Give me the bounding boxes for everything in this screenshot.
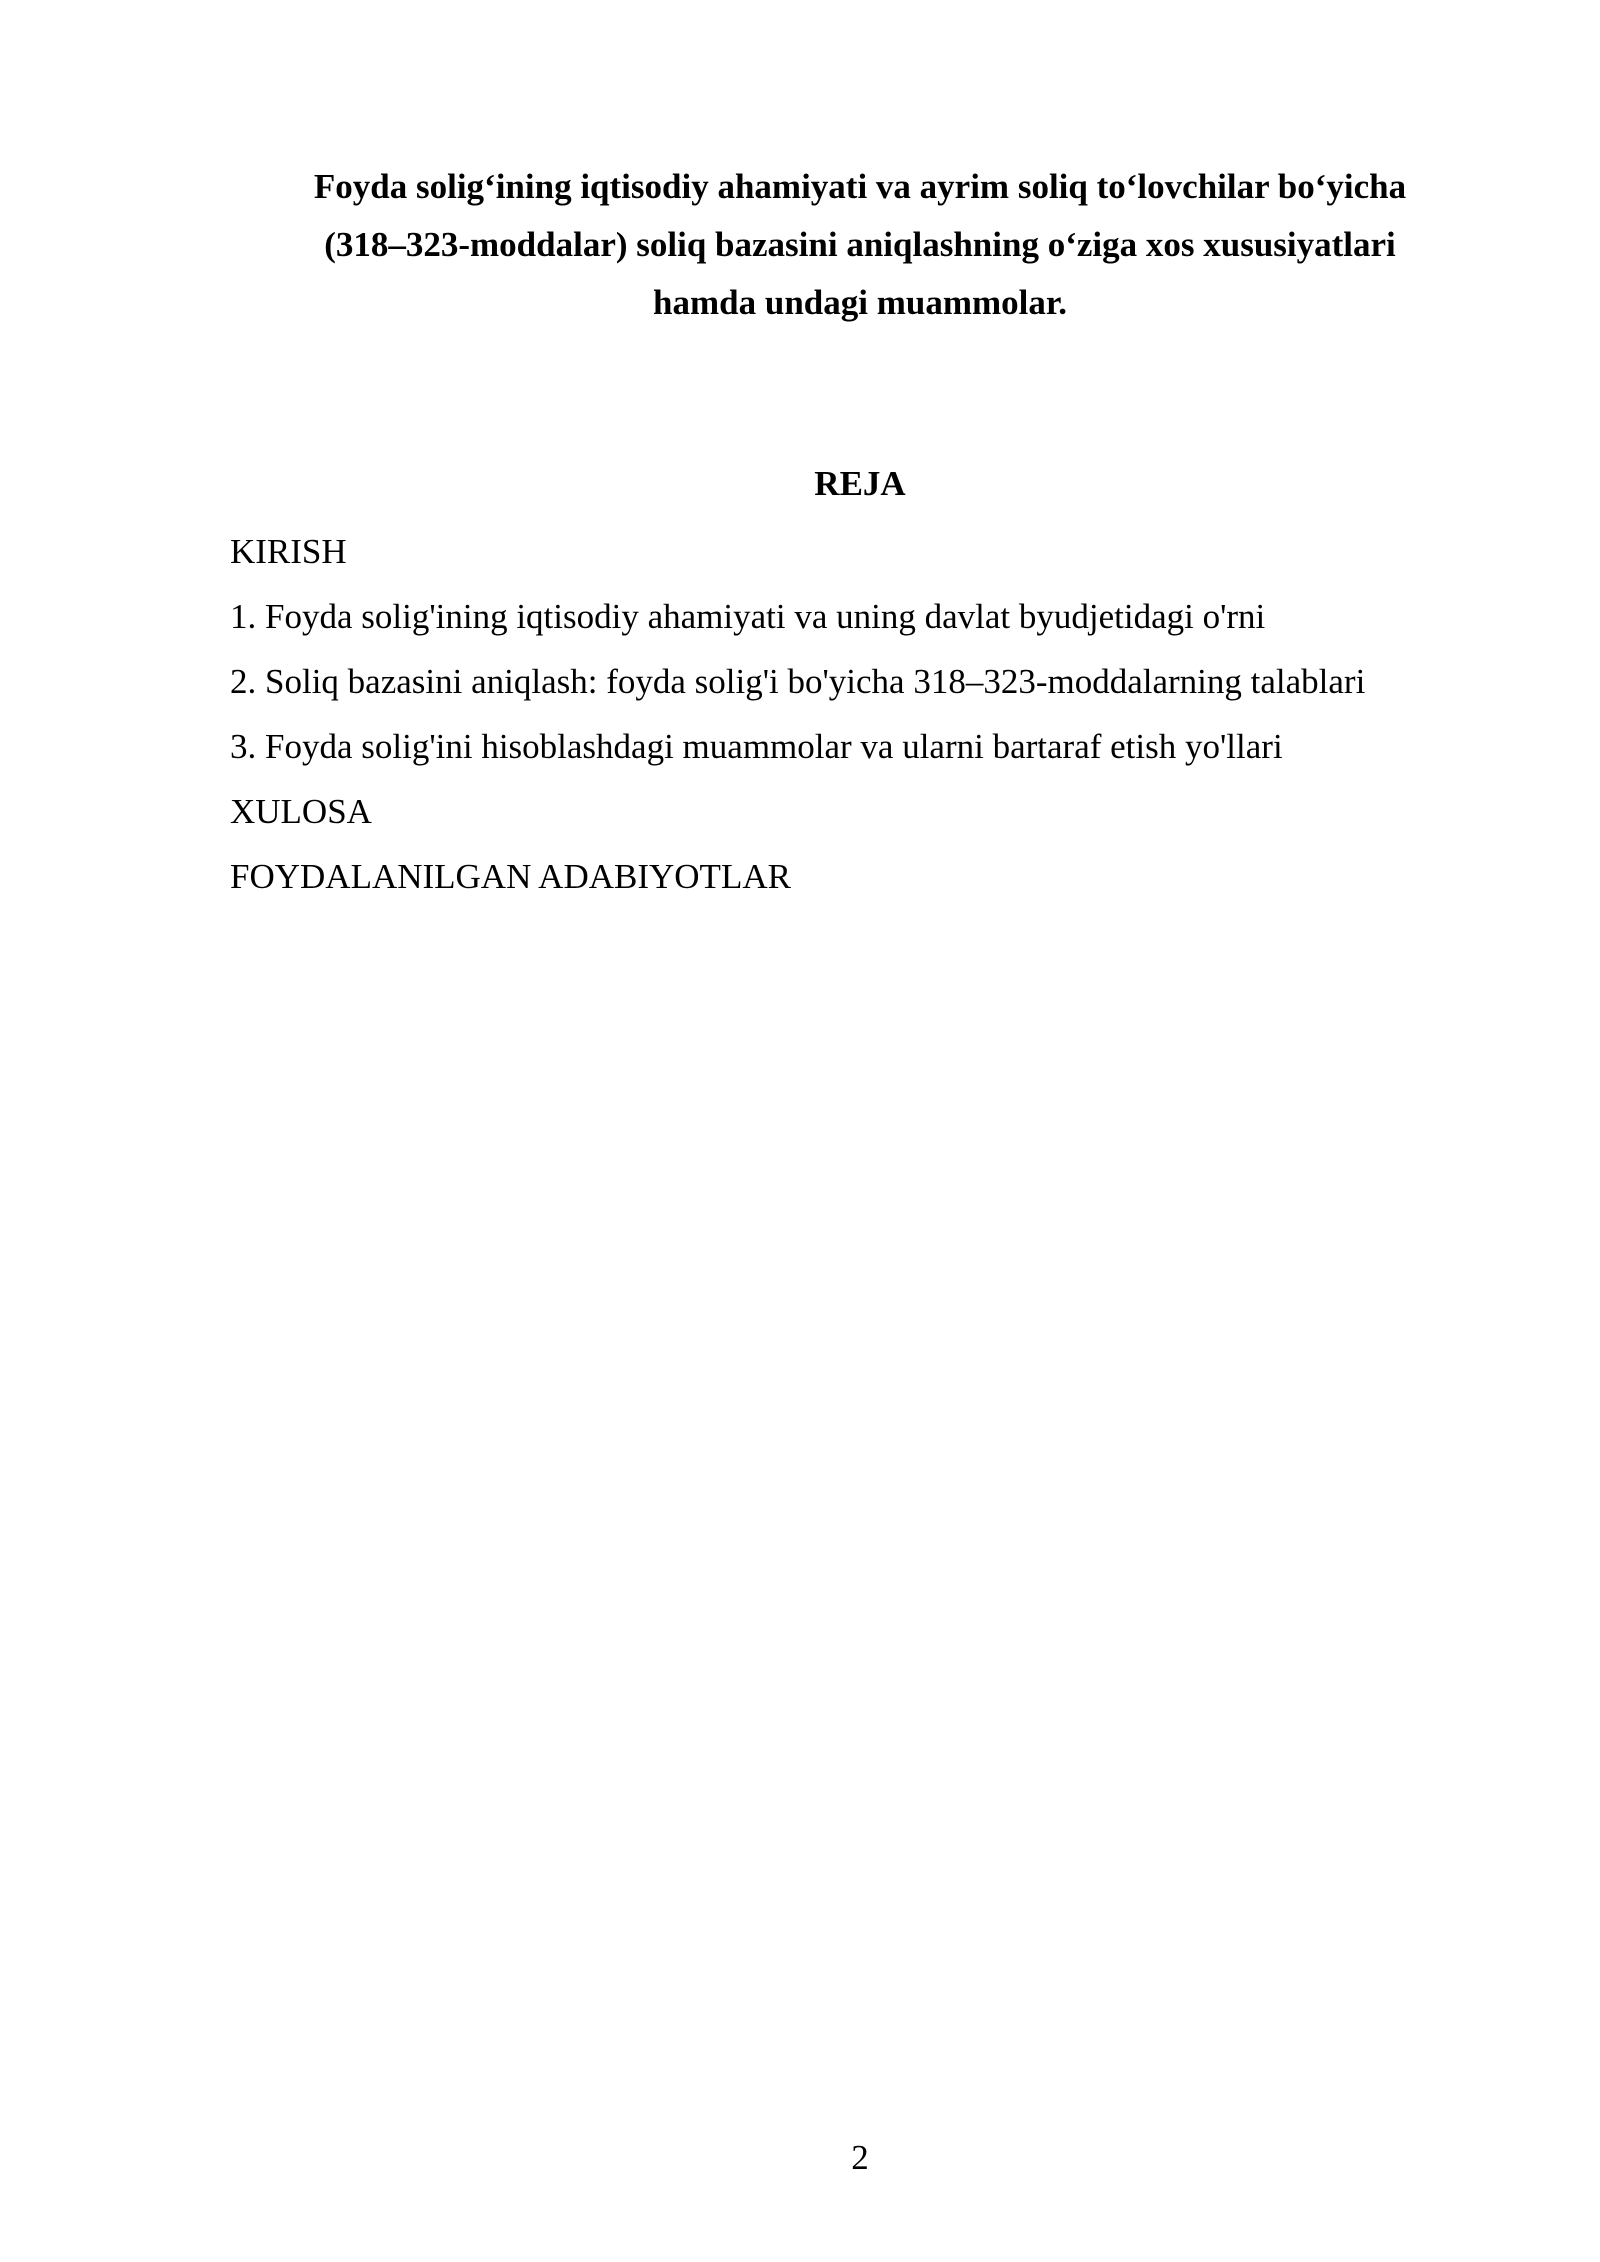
title-line-1: Foyda solig‘ining iqtisodiy ahamiyati va ayrim soliq to‘lovchilar bo‘yicha [313,167,1407,206]
plan-item-chapter-2: 2. Soliq bazasini aniqlash: foyda solig'i bo'yicha 318–323-moddalarning talablari [230,662,1366,701]
plan-list [230,530,1530,920]
plan-heading: REJA [814,464,906,503]
plan-item-conclusion: XULOSA [230,792,372,831]
plan-item-chapter-1: 1. Foyda solig'ining iqtisodiy ahamiyati va uning davlat byudjetidagi o'rni [230,597,1266,636]
title-line-2: (318–323-moddalar) soliq bazasini aniqlashning o‘ziga xos xususiyatlari [324,225,1396,264]
plan-item-references: FOYDALANILGAN ADABIYOTLAR [230,857,791,896]
title-line-3: hamda undagi muammolar. [653,283,1067,322]
plan-item-introduction: KIRISH [230,532,347,571]
document-title [230,158,1490,332]
plan-item-chapter-3: 3. Foyda solig'ini hisoblashdagi muammolar va ularni bartaraf etish yo'llari [230,727,1283,766]
page-number: 2 [851,2138,869,2177]
